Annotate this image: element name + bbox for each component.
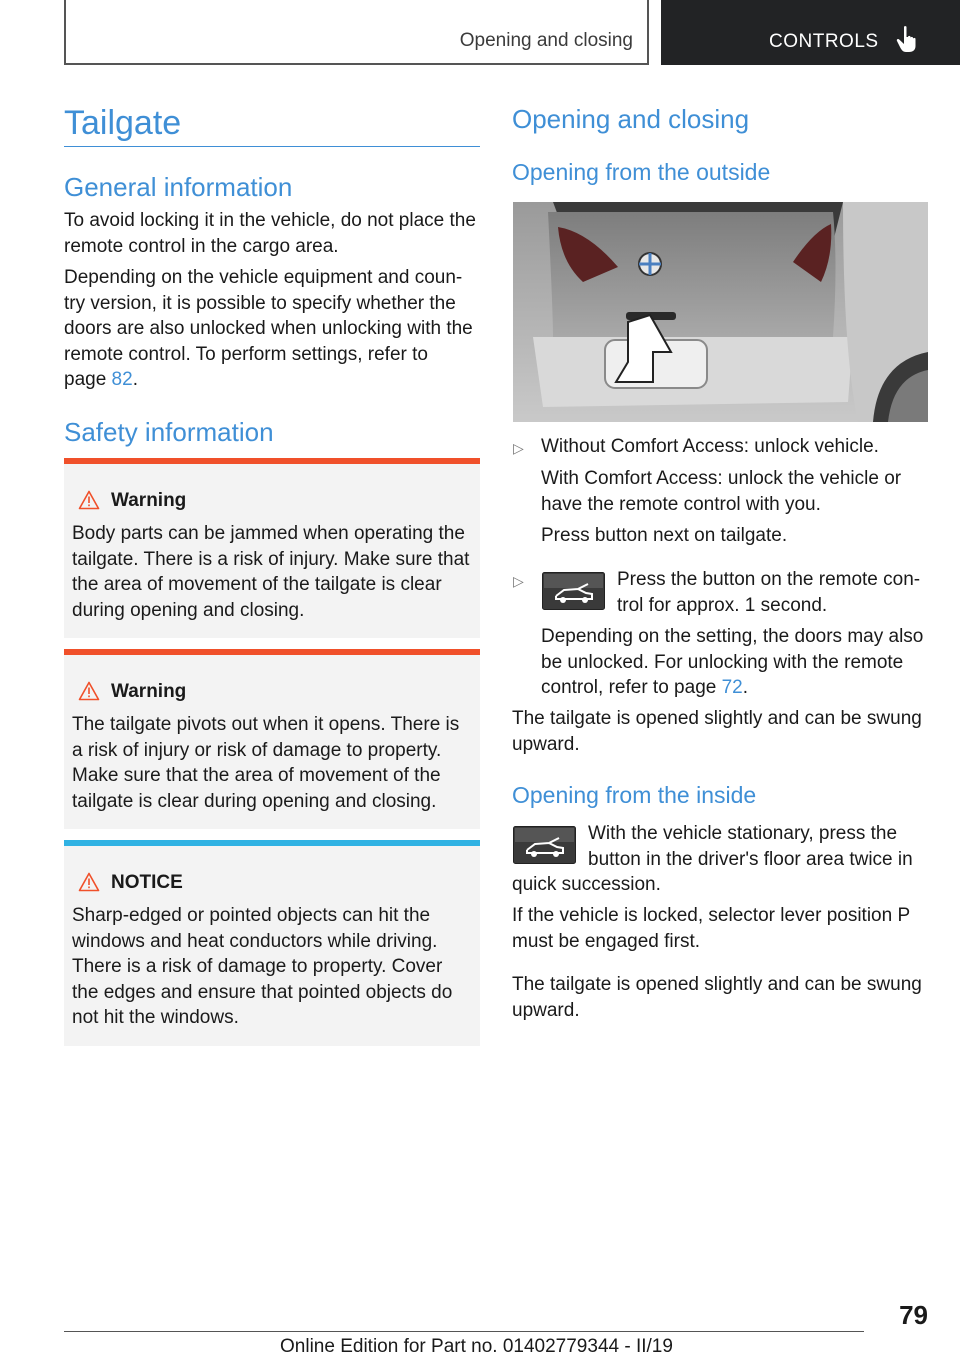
header-section-box [64, 0, 649, 65]
bullet-2-text: Press the button on the remote con- trol for approx. 1 second. [617, 569, 921, 616]
inside-result-text: The tailgate is opened slightly and can be swung upward. [512, 974, 922, 1021]
notice-title: NOTICE [111, 872, 183, 893]
general-info-heading: General information [64, 172, 293, 202]
warning-text: Body parts can be jammed when operating the tailgate. There is a risk of injury. Make sure that the area of movement of the tailgate is clear during opening and closing. [72, 523, 470, 621]
header-section-title: Opening and closing [459, 30, 633, 51]
remote-tailgate-button-icon [542, 572, 605, 610]
notice-text: Sharp-edged or pointed objects can hit the windows and heat conductors while driving. There is a risk of damage to property. Cover the edges and ensure that pointed objects do not hit the windows. [72, 905, 453, 1028]
header-chapter-title: CONTROLS [769, 31, 879, 52]
inside-locked-note: If the vehicle is locked, selector lever position P must be engaged first. [512, 905, 911, 952]
warning-text: The tailgate pivots out when it opens. There is a risk of injury or risk of damage to property. Make sure that the area of movement of the tailgate is clear during opening and closing. [72, 714, 460, 812]
warning-box-1 [64, 458, 480, 638]
general-info-paragraph-2: Depending on the vehicle equipment and coun- try version, it is possible to specify whether the doors are also unlocked when unlocking with the remote control. To perform settings, refer to page 82. [64, 267, 473, 390]
bullet-marker: ▷ [513, 573, 524, 589]
inside-instruction-end: quick succession. [512, 874, 661, 895]
safety-info-heading: Safety information [64, 417, 274, 447]
bullet-marker: ▷ [513, 440, 524, 456]
footer-rule [64, 1331, 864, 1332]
opening-closing-heading: Opening and closing [512, 104, 750, 134]
page-link-82[interactable]: 82 [111, 369, 133, 390]
opening-outside-heading: Opening from the outside [512, 159, 771, 185]
hand-pointer-icon [895, 25, 919, 53]
notice-box [64, 840, 480, 1046]
page-title: Tailgate [64, 104, 182, 142]
tailgate-photo [513, 202, 928, 422]
warning-triangle-icon [78, 490, 100, 510]
warning-box-2 [64, 649, 480, 829]
title-rule [64, 146, 480, 147]
general-info-paragraph-1: To avoid locking it in the vehicle, do not place the remote control in the cargo area. [64, 210, 476, 257]
bullet-1-press-button: Press button next on tailgate. [541, 525, 788, 546]
header-chapter-box [661, 0, 960, 65]
warning-title: Warning [111, 490, 187, 511]
inside-instruction-text: With the vehicle stationary, press the button in the driver's floor area twice in [588, 823, 913, 870]
warning-title: Warning [111, 681, 187, 702]
warning-triangle-icon [78, 872, 100, 892]
outside-result-text: The tailgate is opened slightly and can be swung upward. [512, 708, 922, 755]
remote-tailgate-button-icon [513, 826, 576, 864]
bullet-2-doors-note: Depending on the setting, the doors may also be unlocked. For unlocking with the remote control, refer to page 72. [541, 626, 924, 698]
bullet-1-text: Without Comfort Access: unlock vehicle. [541, 436, 879, 457]
footer-edition: Online Edition for Part no. 01402779344 - II/19 [280, 1336, 673, 1357]
page-number: 79 [899, 1300, 928, 1330]
page-link-72[interactable]: 72 [721, 677, 743, 698]
opening-inside-heading: Opening from the inside [512, 782, 757, 808]
warning-triangle-icon [78, 681, 100, 701]
bullet-1-comfort-access: With Comfort Access: unlock the vehicle or have the remote control with you. [541, 468, 902, 515]
